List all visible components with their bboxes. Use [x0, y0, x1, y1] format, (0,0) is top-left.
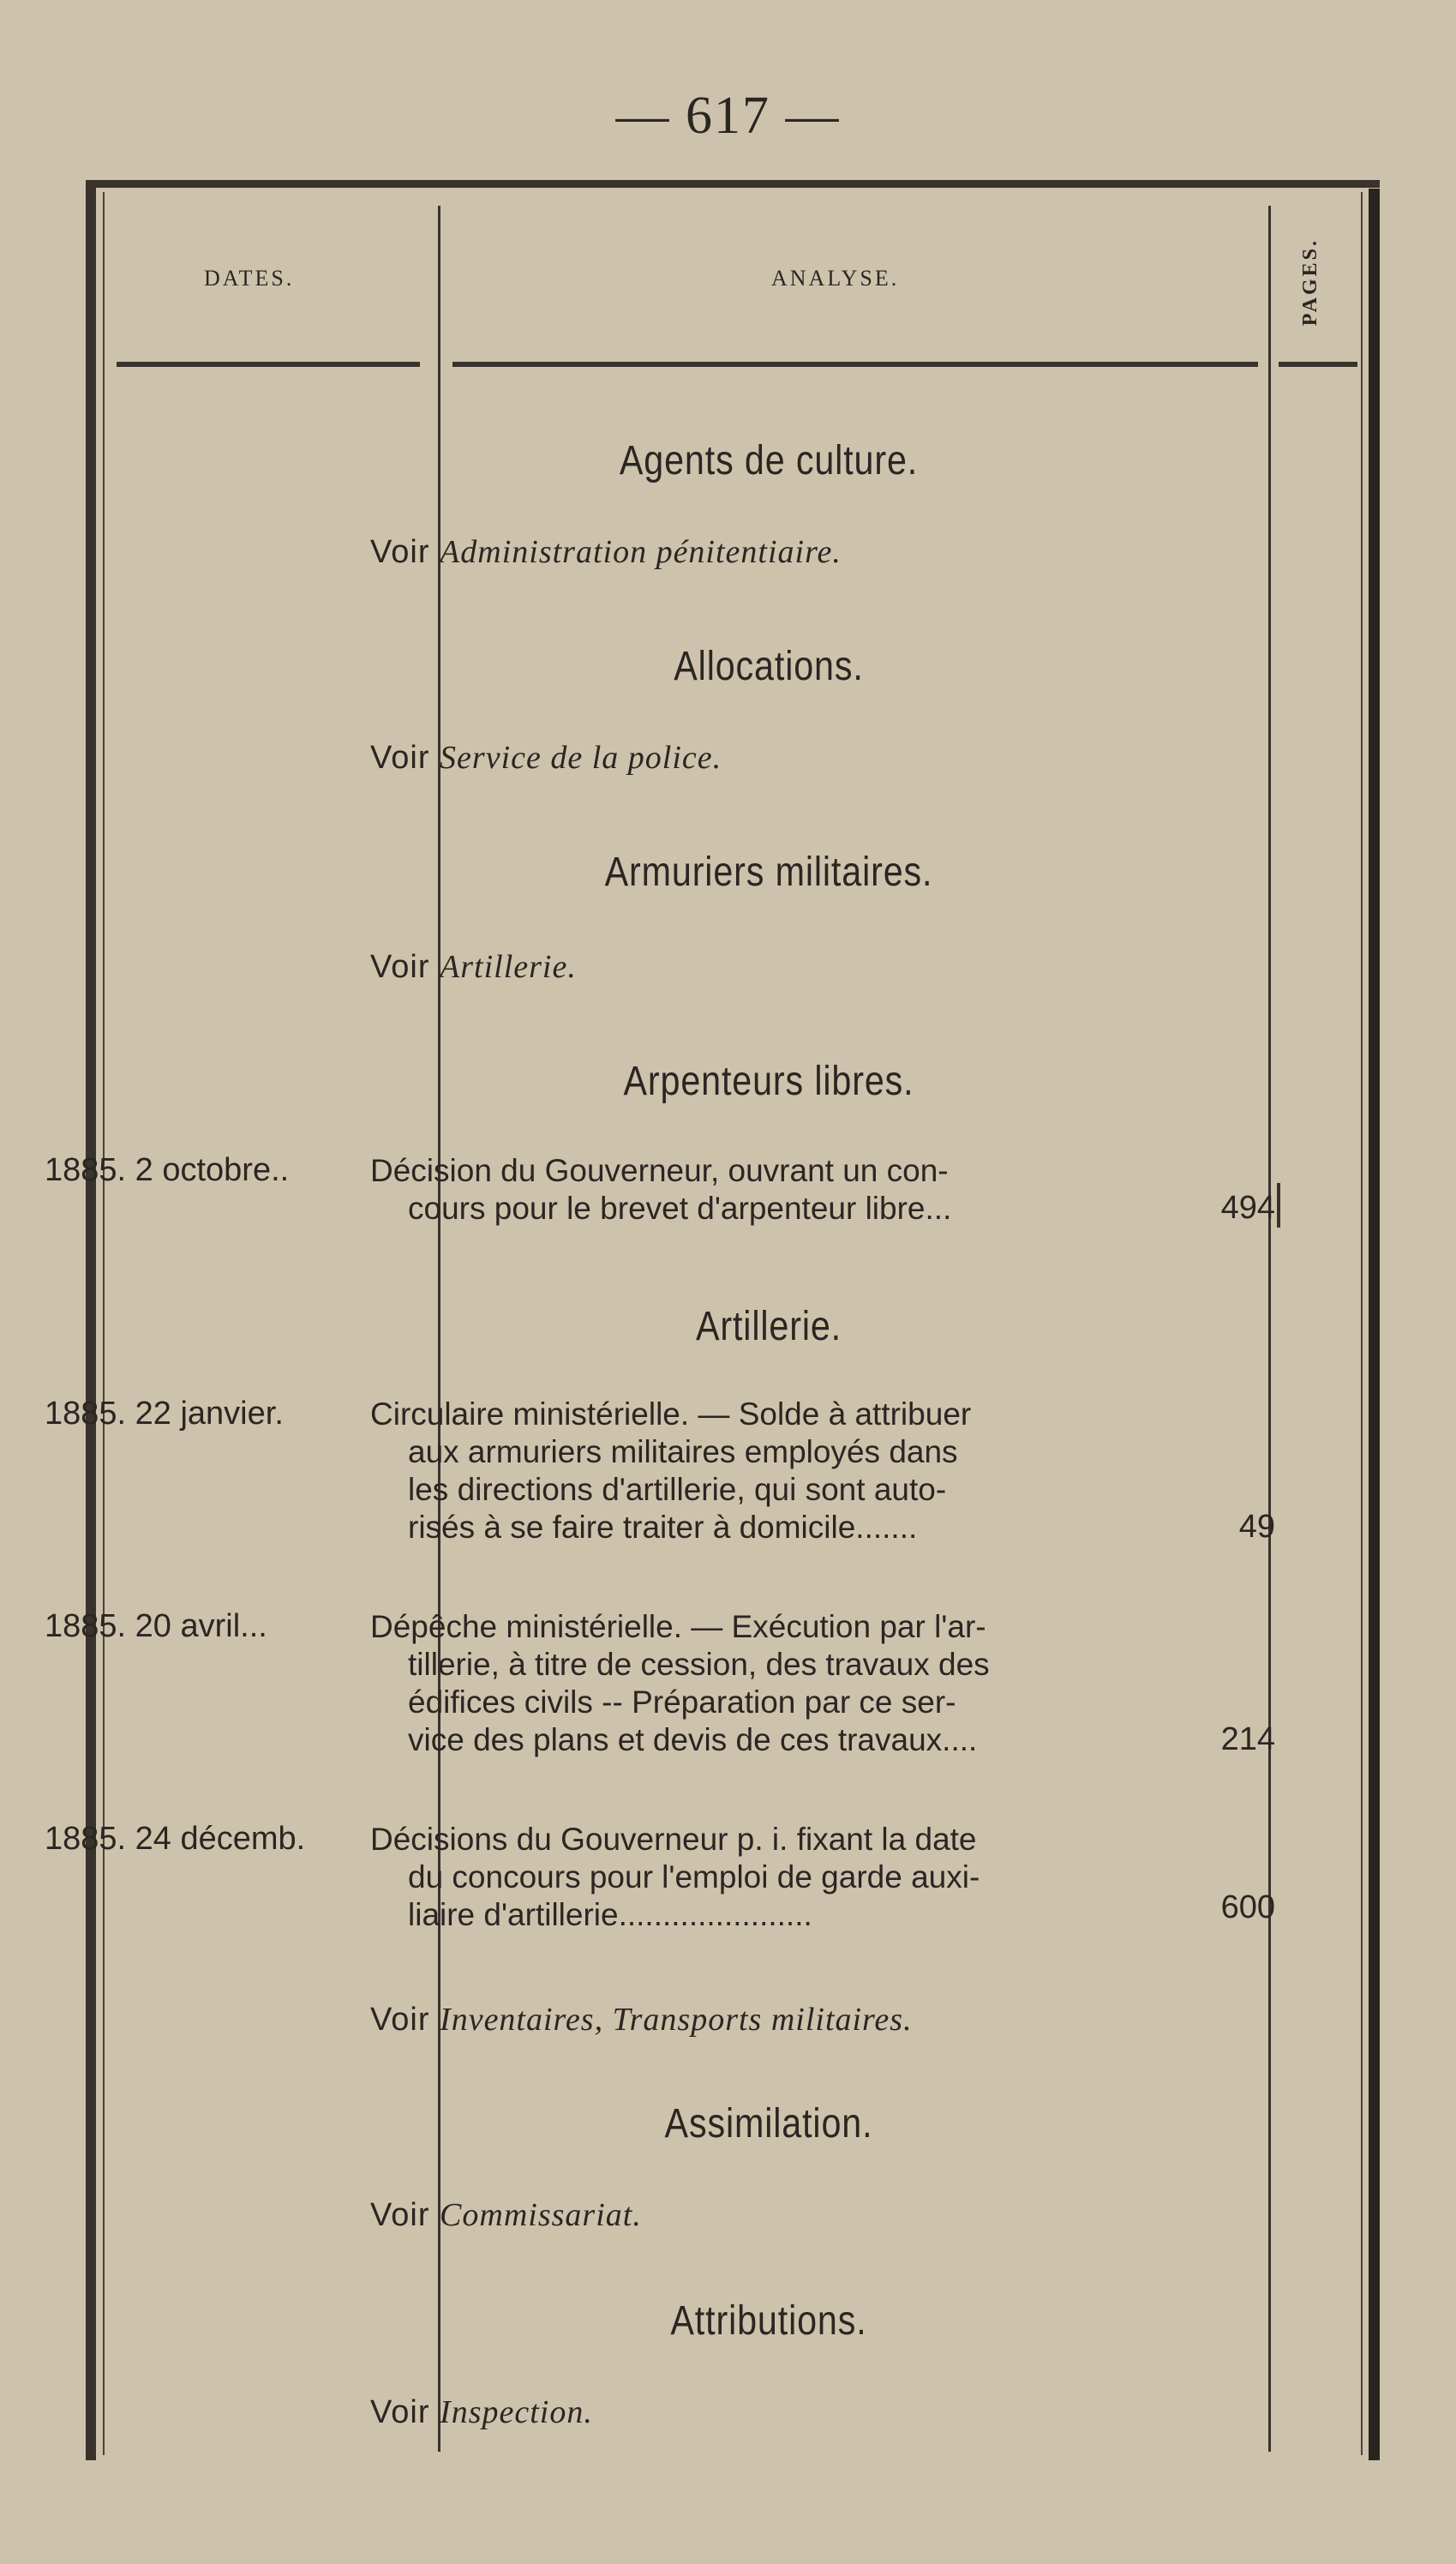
entry-analysis — [370, 1152, 1176, 1228]
section-title-allocations: Allocations. — [674, 644, 864, 689]
header-underline-analyse — [452, 362, 1258, 367]
top-rule — [86, 180, 1380, 188]
entry-page-ref: 49 — [1238, 1509, 1275, 1545]
entry-line: Dépêche ministérielle. — Exécution par l'ar- — [370, 1609, 986, 1644]
see-target: Commissariat. — [440, 2197, 642, 2233]
entry-line: vice des plans et devis de ces travaux.... — [408, 1722, 978, 1757]
see-prefix: Voir — [370, 2197, 440, 2233]
see-reference-artillerie — [370, 2001, 913, 2039]
entry-analysis — [370, 1821, 1176, 1934]
see-target: Artillerie. — [440, 949, 577, 985]
pages-column-separator — [1268, 206, 1271, 2452]
right-inner-rule — [1361, 192, 1363, 2455]
see-prefix: Voir — [370, 740, 440, 776]
entry-line: cours pour le brevet d'arpenteur libre... — [408, 1191, 952, 1226]
header-dates: DATES. — [204, 266, 295, 291]
entry-line: risés à se faire traiter à domicile....... — [408, 1510, 918, 1545]
section-title-agents-de-culture: Agents de culture. — [619, 438, 919, 483]
entry-line: Décisions du Gouverneur p. i. fixant la date — [370, 1822, 977, 1857]
see-reference-allocations — [370, 739, 722, 777]
section-title-attributions: Attributions. — [670, 2298, 867, 2344]
section-title-artillerie: Artillerie. — [695, 1304, 842, 1349]
see-target: Administration pénitentiaire. — [440, 534, 842, 570]
entry-line: tillerie, à titre de cession, des travaux des — [408, 1647, 990, 1682]
see-prefix: Voir — [370, 2394, 440, 2430]
right-rule — [1369, 189, 1380, 2460]
section-title-assimilation: Assimilation. — [664, 2101, 873, 2147]
page-number: — 617 — — [615, 87, 841, 145]
see-reference-agents-de-culture — [370, 533, 842, 571]
entry-line: du concours pour l'emploi de garde auxi- — [408, 1859, 980, 1894]
section-title-arpenteurs-libres: Arpenteurs libres. — [623, 1059, 914, 1104]
header-pages: PAGES. — [1299, 238, 1321, 327]
entry-page-ref: 214 — [1220, 1721, 1275, 1757]
see-reference-armuriers-militaires — [370, 948, 577, 986]
entry-date: 1885. 24 décemb. — [45, 1821, 306, 1857]
entry-date: 1885. 22 janvier. — [45, 1396, 284, 1432]
page-ref-marker — [1277, 1183, 1280, 1228]
entry-line: liaire d'artillerie...................... — [408, 1897, 812, 1932]
entry-line: les directions d'artillerie, qui sont auto- — [408, 1472, 947, 1507]
see-prefix: Voir — [370, 534, 440, 570]
entry-line: aux armuriers militaires employés dans — [408, 1434, 958, 1469]
see-prefix: Voir — [370, 949, 440, 985]
see-reference-attributions — [370, 2393, 593, 2431]
entry-line: Circulaire ministérielle. — Solde à attribuer — [370, 1396, 972, 1432]
see-target: Inspection. — [440, 2394, 593, 2430]
header-analyse: ANALYSE. — [771, 266, 900, 291]
entry-analysis — [370, 1608, 1176, 1759]
entry-analysis — [370, 1396, 1176, 1546]
entry-date: 1885. 2 octobre.. — [45, 1152, 290, 1188]
entry-date: 1885. 20 avril... — [45, 1608, 267, 1644]
entry-page-ref: 600 — [1220, 1889, 1275, 1925]
header-underline-dates — [117, 362, 420, 367]
see-reference-assimilation — [370, 2196, 642, 2234]
left-rule — [86, 180, 96, 2460]
section-title-armuriers-militaires: Armuriers militaires. — [604, 850, 933, 895]
see-target: Inventaires, Transports militaires. — [440, 2002, 913, 2038]
see-target: Service de la police. — [440, 740, 722, 776]
entry-page-ref: 494 — [1220, 1190, 1275, 1226]
left-inner-rule — [103, 192, 105, 2455]
entry-line: Décision du Gouverneur, ouvrant un con- — [370, 1153, 949, 1188]
header-underline-pages — [1279, 362, 1357, 367]
see-prefix: Voir — [370, 2002, 440, 2038]
entry-line: édifices civils -- Préparation par ce ser- — [408, 1684, 956, 1720]
